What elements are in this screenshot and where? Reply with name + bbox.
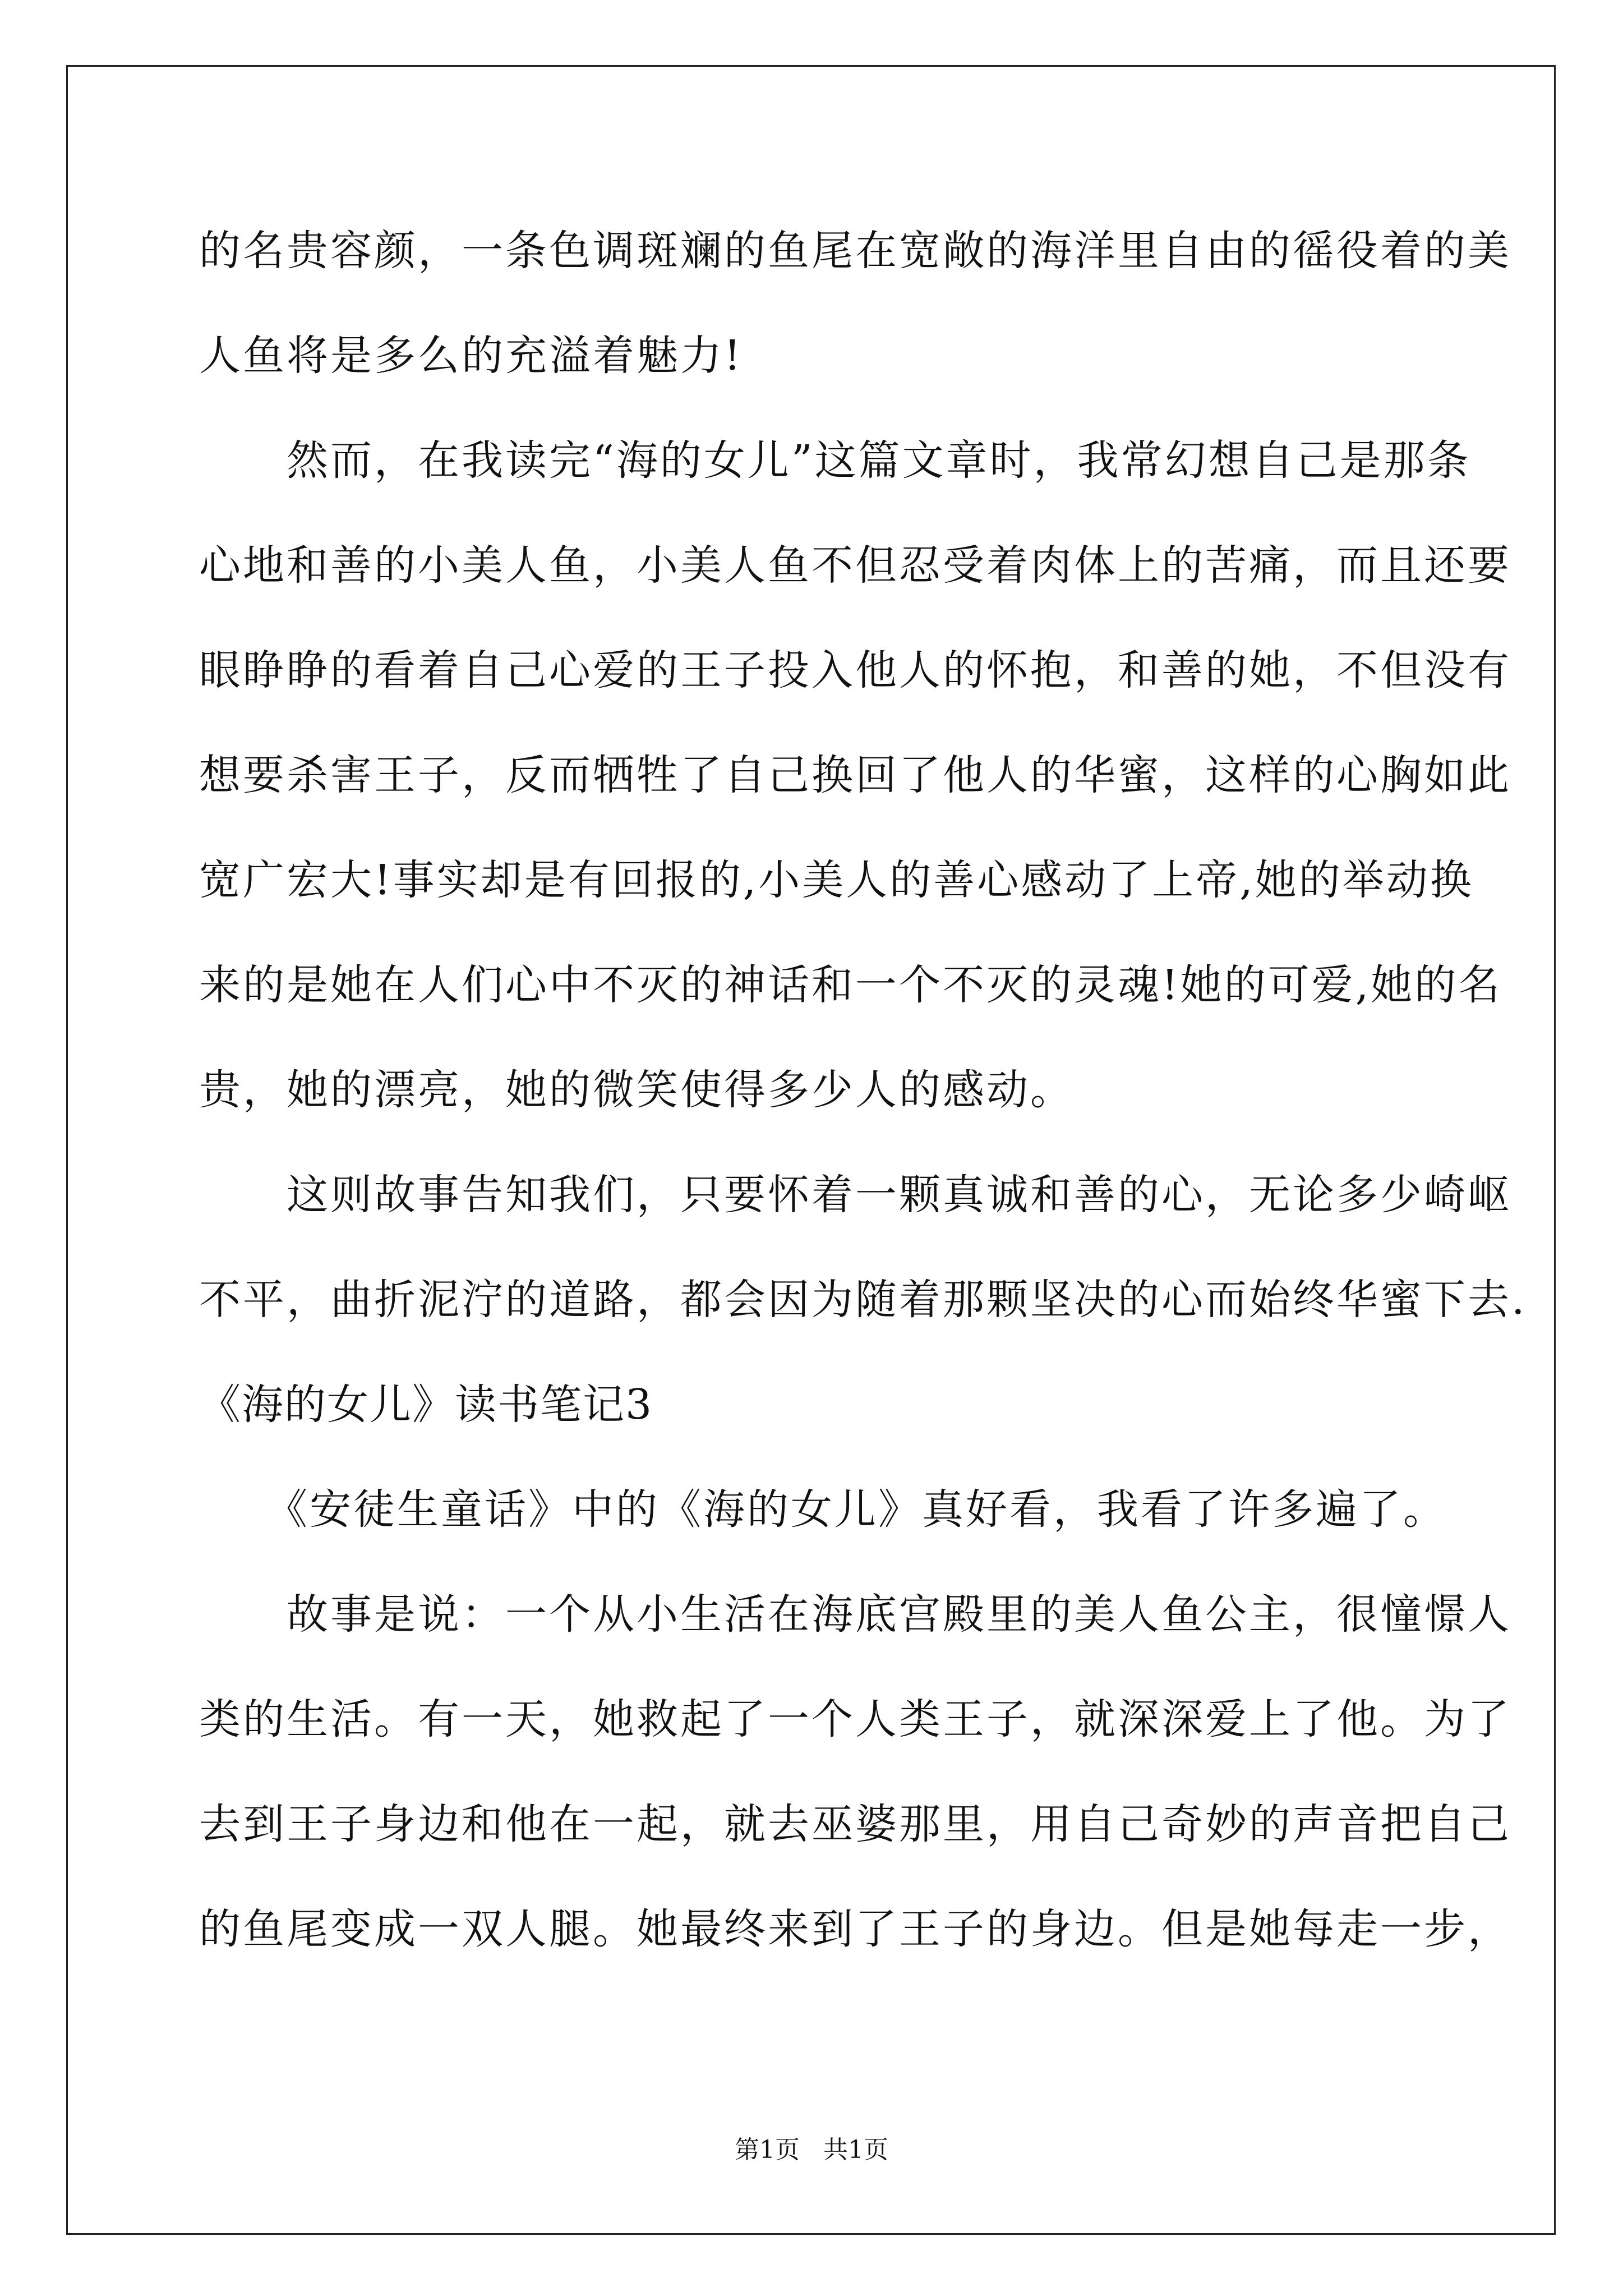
text-line: 宽广宏大!事实却是有回报的,小美人的善心感动了上帝,她的举动换: [199, 856, 1474, 904]
text-line: 然而，在我读完“海的女儿”这篇文章时，我常幻想自己是那条: [199, 436, 1471, 485]
text-line: 贵，她的漂亮，她的微笑使得多少人的感动。: [199, 1066, 1074, 1114]
text-line: 心地和善的小美人鱼，小美人鱼不但忍受着肉体上的苦痛，而且还要: [199, 541, 1511, 590]
text-line: 《安徒生童话》中的《海的女儿》真好看，我看了许多遍了。: [199, 1485, 1447, 1534]
text-line: 人鱼将是多么的充溢着魅力!: [199, 332, 743, 380]
text-line: 的名贵容颜，一条色调斑斓的鱼尾在宽敞的海洋里自由的徭役着的美: [199, 227, 1511, 275]
text-line: 类的生活。有一天，她救起了一个人类王子，就深深爱上了他。为了: [199, 1695, 1511, 1743]
text-line: 这则故事告知我们，只要怀着一颗真诚和善的心，无论多少崎岖: [199, 1171, 1511, 1219]
text-line: 想要杀害王子，反而牺牲了自己换回了他人的华蜜，这样的心胸如此: [199, 751, 1511, 799]
page-number-footer: 第1页 共1页: [735, 2136, 888, 2164]
text-line: 故事是说：一个从小生活在海底宫殿里的美人鱼公主，很憧憬人: [199, 1590, 1511, 1639]
text-line: 的鱼尾变成一双人腿。她最终来到了王子的身边。但是她每走一步，: [199, 1905, 1511, 1953]
text-line: 眼睁睁的看着自己心爱的王子投入他人的怀抱，和善的她，不但没有: [199, 646, 1511, 694]
text-line: 来的是她在人们心中不灭的神话和一个不灭的灵魂!她的可爱,她的名: [199, 961, 1502, 1009]
text-line: 不平，曲折泥泞的道路，都会因为随着那颗坚决的心而始终华蜜下去.: [199, 1276, 1527, 1324]
section-heading: 《海的女儿》读书笔记3: [199, 1381, 653, 1429]
text-line: 去到王子身边和他在一起，就去巫婆那里，用自己奇妙的声音把自己: [199, 1800, 1511, 1848]
